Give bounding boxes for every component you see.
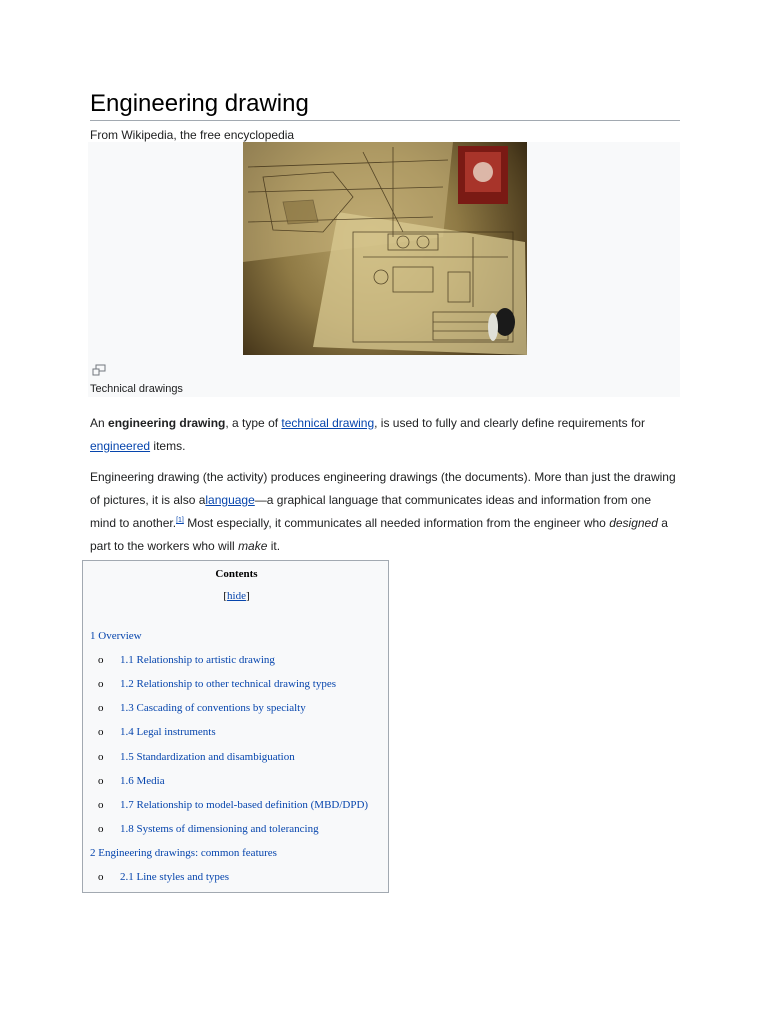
toc-item[interactable]: 1.8 Systems of dimensioning and tolerancing: [120, 822, 319, 835]
page-title: Engineering drawing: [90, 88, 680, 121]
reference-link[interactable]: [1]: [176, 517, 184, 524]
text-segment: , a type of: [225, 416, 282, 430]
text-segment: —a graphical language that communicates ideas and information from one mind to another.: [90, 493, 652, 530]
toc-item[interactable]: 1.3 Cascading of conventions by specialty: [120, 702, 306, 715]
text-segment: Most especially, it communicates all needed information from the engineer who: [183, 516, 610, 530]
toc-item[interactable]: 1.4 Legal instruments: [120, 726, 216, 739]
text-segment: Engineering drawing (the activity) produces engineering drawings (the documents). More than just the drawing of pictures, it is also a: [90, 470, 676, 507]
toc-hide-link[interactable]: hide: [227, 590, 246, 602]
toc-bullet: o: [98, 654, 104, 667]
text-segment: , is used to fully and clearly define requirements for: [374, 416, 645, 430]
intro-paragraph-1: [90, 412, 680, 458]
toc-item[interactable]: 1.6 Media: [120, 774, 165, 787]
toc-bullet: o: [98, 798, 104, 811]
link-engineered[interactable]: engineered: [90, 439, 151, 453]
toc-bullet: o: [98, 750, 104, 763]
toc-bullet: o: [98, 822, 104, 835]
bracket-open: [: [223, 590, 228, 602]
intro-paragraph-2: [90, 466, 680, 558]
toc-item[interactable]: 1.2 Relationship to other technical drawing types: [120, 678, 336, 691]
technical-drawing-photo[interactable]: [243, 142, 527, 355]
link-technical-drawing[interactable]: technical drawing: [281, 416, 375, 430]
text-segment: items.: [150, 439, 186, 453]
table-of-contents: [82, 560, 389, 893]
toc-title: Contents: [215, 568, 258, 580]
toc-hide-control: [83, 590, 390, 602]
toc-bullet: o: [98, 871, 104, 883]
toc-item[interactable]: 1.5 Standardization and disambiguation: [120, 750, 295, 763]
toc-item[interactable]: 1.1 Relationship to artistic drawing: [120, 654, 275, 667]
enlarge-icon[interactable]: [92, 364, 106, 376]
link-language[interactable]: language: [205, 493, 255, 507]
toc-bullet: o: [98, 726, 104, 739]
italic-term: designed: [609, 516, 658, 530]
toc-item[interactable]: 2 Engineering drawings: common features: [90, 846, 277, 859]
toc-bullet: o: [98, 702, 104, 715]
tagline: From Wikipedia, the free encyclopedia: [90, 128, 295, 142]
toc-bullet: o: [98, 678, 104, 691]
text-segment: a part to the workers who will: [90, 516, 668, 553]
text-segment: An: [90, 416, 109, 430]
italic-term: make: [238, 539, 268, 553]
toc-item[interactable]: 1.7 Relationship to model-based definition (MBD/DPD): [120, 798, 369, 811]
figure-caption: Technical drawings: [90, 383, 183, 395]
toc-item[interactable]: 1 Overview: [90, 630, 142, 642]
figure: [88, 142, 680, 397]
text-segment: it.: [267, 539, 281, 553]
bold-term: engineering drawing: [108, 416, 226, 430]
toc-bullet: o: [98, 774, 104, 787]
toc-item[interactable]: 2.1 Line styles and types: [120, 871, 230, 883]
bracket-close: ]: [245, 590, 250, 602]
